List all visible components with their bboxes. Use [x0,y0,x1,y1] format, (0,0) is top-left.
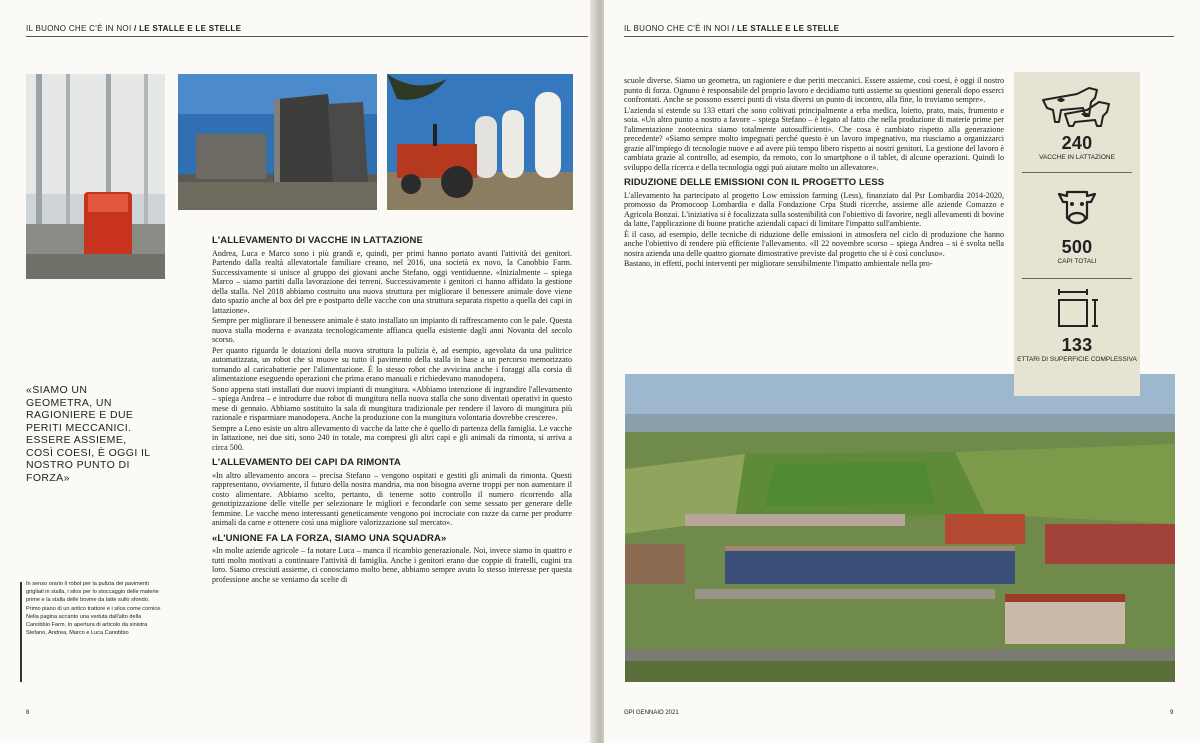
photo-tractor [387,74,573,210]
paragraph: È il caso, ad esempio, delle tecniche di riduzione delle emissioni in atmosfera nel ciclo di produzione che hanno anche l'obiettivo di rendere più efficiente l'allevamento. «Il 22 novembre scorso – spiega Andrea – si è svolta nella nostra azienda una delle quattro giornate dimostrative previste dal progetto che si è così concluso». [624,229,1004,258]
header-rule [26,36,588,37]
barn-robot-illustration [26,74,165,279]
section-heading: RIDUZIONE DELLE EMISSIONI CON IL PROGETTO LESS [624,177,885,188]
page-number-right: 9 [1170,710,1174,716]
paragraph: Andrea, Luca e Marco sono i più grandi e, quindi, per primi hanno portato avanti l'attività dei genitori. Partendo dalla realtà allevatoriale familiare creano, nel 2016, una società ex novo, la Canobbio Farm. Successivamente si unisce al gruppo dei giovani anche Stefano, oggi ventiduenne. «Inizialmente – spiega Marco – siamo partiti dalla lavorazione dei terreni. Successivamente i genitori ci hanno affidato la gestione della stalla. Nel 2018 abbiamo costruito una nuova struttura per migliorare il benessere animale dove viene dato spazio anche al box del pre e postparto delle vacche con una struttura separata rispetto a quella dei capi in lattazione». [212,248,572,315]
magazine-folio: GPI GENNAIO 2021 [624,710,679,716]
photo-caption: In senso orario il robot per la pulizia dei pavimenti grigliati in stalla, i silos per lo stoccaggio delle materie prime e la stalla delle bovine da latte sullo sfondo. Primo piano di un antico trattore e i silos come cornice. Nella pagina accanto una veduta dall'alto della Canobbio Farm. In apertura di articolo da sinistra Stefano, Andrea, Marco e Luca Canobbio [26,581,162,637]
photo-silos [178,74,377,210]
paragraph: Sempre a Leno esiste un altro allevamento di vacche da latte che è quello di partenza della famiglia. Le vacche in lattazione, nei due siti, sono 240 in totale, ma compresi gli altri capi e gli animali da rimonta, si arriva a circa 500. [212,423,572,452]
stat-label: ETTARI DI SUPERFICIE COMPLESSIVA [1017,356,1137,363]
stat-block [1014,288,1140,365]
paragraph: Bastano, in effetti, pochi interventi per migliorare sensibilmente l'impatto ambientale nella pro- [624,259,933,268]
running-header [26,24,241,33]
stat-number: 500 [1061,237,1093,257]
cows-icon [1037,80,1117,128]
header-separator: / [729,24,738,33]
divider [1022,278,1132,279]
article-title: LE STALLE E LE STELLE [737,24,840,33]
left-page [0,0,596,743]
silos-illustration [178,74,377,210]
page-number-left: 8 [26,710,30,716]
stat-number: 133 [1061,335,1093,355]
paragraph: «In altro allevamento ancora – precisa Stefano – vengono ospitati e gestiti gli animali da rimonta. Questi rappresentano, ovviamente, il futuro della nostra mandria, ma non bisogna averne troppi per non aumentare il costo alimentare. Abbiamo scelto, pertanto, di tenerne sotto controllo il numero ricorrendo alla genotipizzazione delle vitelle per selezionare le migliori e fecondarle con seme sessato per generare delle femmine. Le vacche meno interessanti geneticamente vengono poi incrociate con razze da carne per produrre animali da carne e ottenere così una migliore valorizzazione sul mercato». [212,470,572,527]
paragraph: Sempre per migliorare il benessere animale è stato installato un impianto di raffrescamento con le pale. Questa nuova stalla moderna e avanzata tecnologicamente affianca quella esistente dagli anni Novanta del secolo scorso. [212,316,572,344]
stat-label: VACCHE IN LATTAZIONE [1039,154,1115,161]
section-heading: «L'UNIONE FA LA FORZA, SIAMO UNA SQUADRA» [212,532,447,544]
paragraph: L'allevamento ha partecipato al progetto Low emission farming (Less), finanziato dal Psr Lombardia 2014-2020, promosso da Promocoop Lombardia e dalla Fondazione Crpa Studi ricerche, assieme alle aziende Comazzo e Agricola Bonzai. L'iniziativa si è focalizzata sulla sostenibilità con l'obiettivo di favorire, negli allevamenti di bovine da latte, l'applicazione di buone pratiche aziendali capaci di limitare l'impatto sull'ambiente. [624,190,1004,228]
stat-label: CAPI TOTALI [1057,258,1097,265]
stat-number: 240 [1061,133,1093,153]
paragraph: Per quanto riguarda le dotazioni della nuova struttura la pulizia è, ad esempio, agevolata da una pulitrice automatizzata, un robot che si muove su tutto il pavimento della stalla in base a un percorso memorizzato tornando al caricabatterie per l'alimentazione. È lo stesso robot che avvicina anche i foraggi alla corsia di alimentazione eseguendo operazioni che prima erano manuali e richiedevano manodopera. [212,345,572,383]
infobox-stats [1014,72,1140,396]
left-article-column [212,236,572,585]
photo-aerial-farm [625,374,1175,682]
tractor-illustration [387,74,573,210]
section-name: IL BUONO CHE C'È IN NOI [26,24,132,33]
section-name: IL BUONO CHE C'È IN NOI [624,24,730,33]
running-header [624,24,839,33]
section-heading: L'ALLEVAMENTO DI VACCHE IN LATTAZIONE [212,235,423,246]
stat-block [1014,184,1140,267]
pull-quote: «SIAMO UN GEOMETRA, UN RAGIONIERE E DUE PERITI MECCANICI. ESSERE ASSIEME, COSÌ COESI, È OGGI IL NOSTRO PUNTO DI FORZA» [26,384,151,484]
stat-block [1014,80,1140,163]
section-heading: L'ALLEVAMENTO DEI CAPI DA RIMONTA [212,457,401,468]
paragraph: L'azienda si estende su 133 ettari che sono coltivati principalmente a erba medica, loietto, prato, mais, frumento e soia. «Un altro punto a nostro a favore – spiega Stefano – è legato al fatto che nella produzione di materie prime per l'alimentazione zootecnica siamo totalmente autosufficienti». Che cosa è cambiato rispetto alla generazione precedente? «Siamo sempre molto impegnati perché questo è un lavoro impegnativo, ma riusciamo a organizzarci grazie all'impiego di tecnologie nuove e ad avere più tempo libero rispetto ai nostri genitori. La gestione del lavoro è cambiata grazie al controllo, ad esempio, da remoto, con lo smartphone o il tablet, di alcune operazioni. Quindi lo sviluppo della ricerca e della tecnologia oggi può aiutare molto un allevatore». [624,105,1004,172]
article-title: LE STALLE E LE STELLE [139,24,242,33]
right-page [604,0,1200,743]
right-article-column [624,76,1004,270]
cow-head-icon [1053,184,1101,232]
paragraph: scuole diverse. Siamo un geometra, un ragioniere e due periti meccanici. Essere assieme, così coesi, è oggi il nostro punto di forza. Ognuno è responsabile del proprio lavoro e decidiamo tutti assieme su questioni generali dopo esserci confrontati. Anche se possono esserci punti di vista diversi un punto di incontro, alla fine, lo troviamo sempre». [624,76,1004,104]
header-separator: / [131,24,140,33]
area-icon [1053,288,1101,330]
paragraph: «In molte aziende agricole – fa notare Luca – manca il ricambio generazionale. Noi, invece siamo in quattro e tutti molto motivati a continuare l'attività di famiglia. Anche i genitori erano due coppie di fratelli, cugini tra loro. Siamo cresciuti assieme, ci conosciamo molto bene, abbiamo sempre avuto lo stesso interesse per questa professione anche se veniamo da scelte di [212,546,572,584]
header-rule [624,36,1174,37]
paragraph: Sono appena stati installati due nuovi impianti di mungitura. «Abbiamo intenzione di ingrandire l'allevamento – spiega Andrea – e introdurre due robot di mungitura nella nuova stalla che sono diventati operativi in questo mese di gennaio. Abbiamo sostituito la sala di mungitura tradizionale per rendere il lavoro di mungitura più razionale e risparmiare manodopera. Anche la produzione con la mungitura volontaria dovrebbe crescere». [212,384,572,422]
divider [1022,172,1132,173]
aerial-farm-illustration [625,374,1175,682]
photo-barn-robot [26,74,165,279]
